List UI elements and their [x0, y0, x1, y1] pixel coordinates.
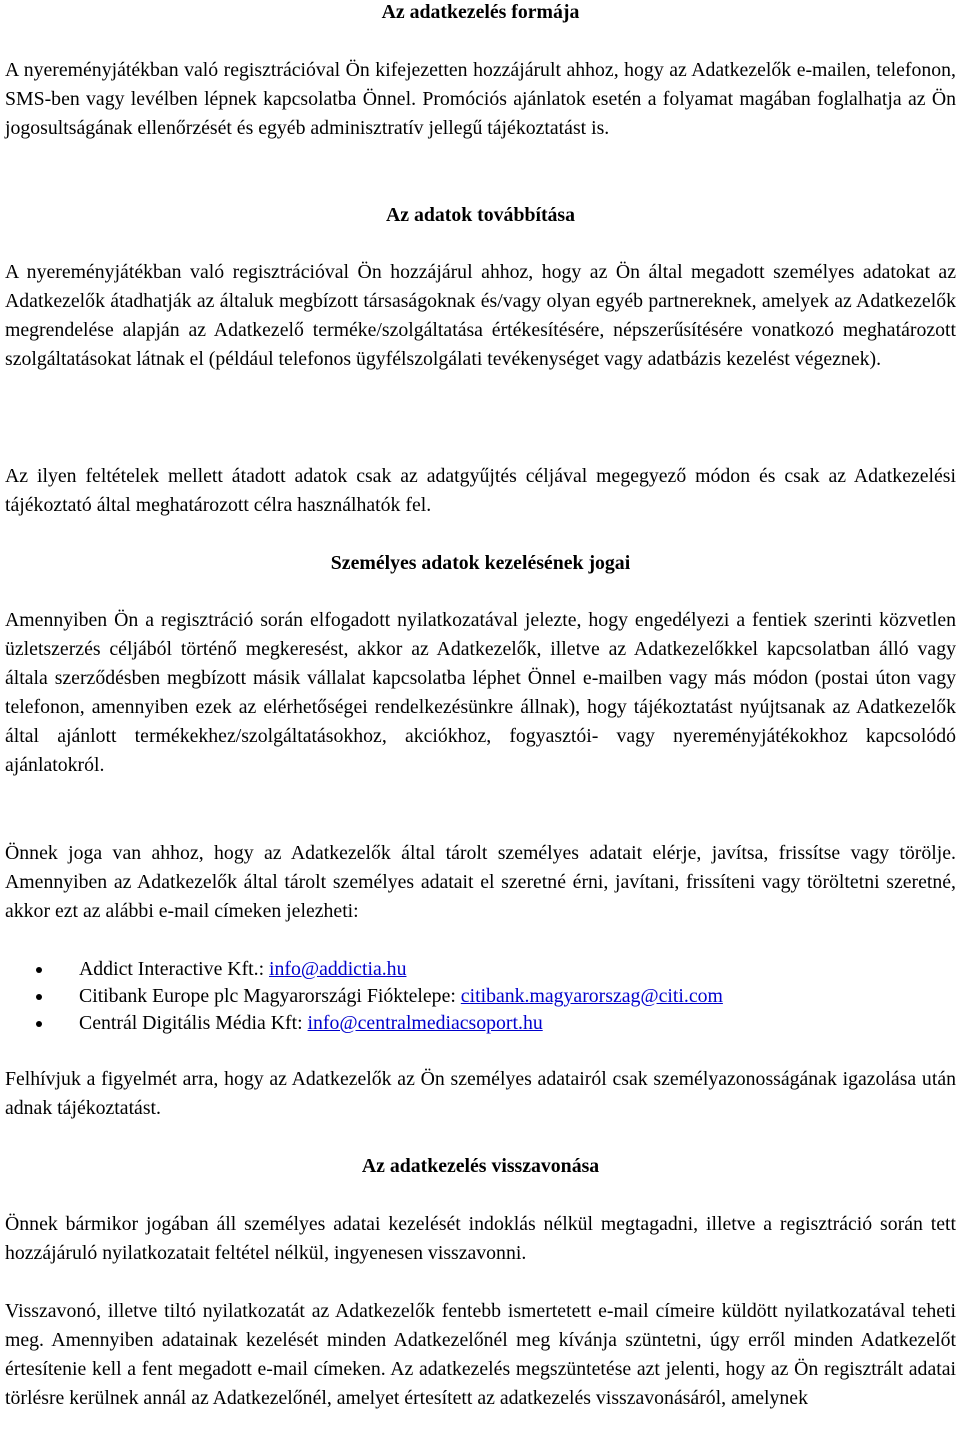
contact-email-list: [5, 956, 956, 1037]
section-title-withdrawal: Az adatkezelés visszavonása: [361, 1155, 600, 1177]
contact-label: Citibank Europe plc Magyarországi Fióktelepe:: [79, 985, 461, 1007]
paragraph-transfer-1: A nyereményjátékban való regisztrációval Ön hozzájárul ahhoz, hogy az Ön által megadott személyes adatokat az Adatkezelők átadhatják az általuk megbízott társaságoknak és/vagy olyan egyéb partnereknek, amelyek az Adatkezelők megrendelése alapján az Adatkezelő terméke/szolgáltatása értékesítésére, népszerűsítésére vonatkozó meghatározott szolgáltatásokat látnak el (például telefonos ügyfélszolgálati tevékenységet vagy adatbázis kezelést végeznek).: [5, 261, 956, 371]
paragraph-transfer-2: Az ilyen feltételek mellett átadott adatok csak az adatgyűjtés céljával megegyező módon és csak az Adatkezelési tájékoztató által meghatározott célra használhatók fel.: [5, 465, 956, 517]
list-item: [5, 1010, 956, 1037]
contact-label: Addict Interactive Kft.:: [79, 958, 270, 980]
email-link-addictia[interactable]: info@addictia.hu: [269, 958, 407, 980]
paragraph-rights-2: Önnek joga van ahhoz, hogy az Adatkezelők által tárolt személyes adatait elérje, javítsa, frissítse vagy törölje. Amennyiben az Adatkezelők által tárolt személyes adatait el szeretné érni, javítani, frissíteni vagy töröltetni szeretné, akkor ezt az alábbi e-mail címeken jelezheti:: [5, 842, 956, 923]
paragraph-withdrawal-1: Önnek bármikor jogában áll személyes adatai kezelését indoklás nélkül megtagadni, illetve a regisztráció során tett hozzájáruló nyilatkozatait feltétel nélkül, ingyenesen visszavonni.: [5, 1213, 956, 1265]
list-item: [5, 983, 956, 1010]
paragraph-rights-1: Amennyiben Ön a regisztráció során elfogadott nyilatkozatával jelezte, hogy engedélyezi a fentiek szerinti közvetlen üzletszerzés céljából történő megkeresést, akkor az Adatkezelők, illetve az Adatkezelőkkel kapcsolatban álló vagy általa szerződésben megbízott másik vállalat kapcsolatba léphet Önnel e-mailben vagy más módon (postai úton vagy telefonon, amennyiben ezek az elérhetőségei rendelkezésünkre állnak), hogy tájékoztatást nyújtsanak az Adatkezelők által ajánlott termékekhez/szolgáltatásokhoz, akciókhoz, fogyasztói- vagy nyereményjátékokhoz kapcsolódó ajánlatokról.: [5, 609, 956, 777]
bullet-icon: [36, 1021, 42, 1027]
paragraph-withdrawal-2: Visszavonó, illetve tiltó nyilatkozatát az Adatkezelők fentebb ismertetett e-mail címeire küldött nyilatkozatával teheti meg. Amennyiben adatainak kezelését minden Adatkezelőnél meg kívánja szüntetni, úgy erről minden Adatkezelőt értesítenie kell a fent megadott e-mail címeken. Az adatkezelés megszüntetése azt jelenti, hogy az Ön regisztrált adatai törlésre kerülnek annál az Adatkezelőnél, amelyet értesített az adatkezelés visszavonásáról, amelynek: [5, 1300, 956, 1410]
list-item: [5, 956, 956, 983]
section-title-transfer: Az adatok továbbítása: [385, 204, 576, 226]
bullet-icon: [36, 994, 42, 1000]
section-title-rights: Személyes adatok kezelésének jogai: [330, 552, 631, 574]
paragraph-rights-3: Felhívjuk a figyelmét arra, hogy az Adatkezelők az Ön személyes adatairól csak személyazonosságának igazolása után adnak tájékoztatást.: [5, 1068, 956, 1120]
paragraph-form: A nyereményjátékban való regisztrációval Ön kifejezetten hozzájárult ahhoz, hogy az Adatkezelők e-mailen, telefonon, SMS-ben vagy levélben lépnek kapcsolatba Önnel. Promóciós ajánlatok esetén a folyamat magában foglalhatja az Ön jogosultságának ellenőrzését és egyéb adminisztratív jellegű tájékoztatást is.: [5, 59, 956, 140]
email-link-centralmedia[interactable]: info@centralmediacsoport.hu: [307, 1012, 543, 1034]
email-link-citibank[interactable]: citibank.magyarorszag@citi.com: [460, 985, 723, 1007]
contact-label: Centrál Digitális Média Kft:: [79, 1012, 308, 1034]
section-title-form: Az adatkezelés formája: [381, 1, 580, 23]
bullet-icon: [36, 967, 42, 973]
